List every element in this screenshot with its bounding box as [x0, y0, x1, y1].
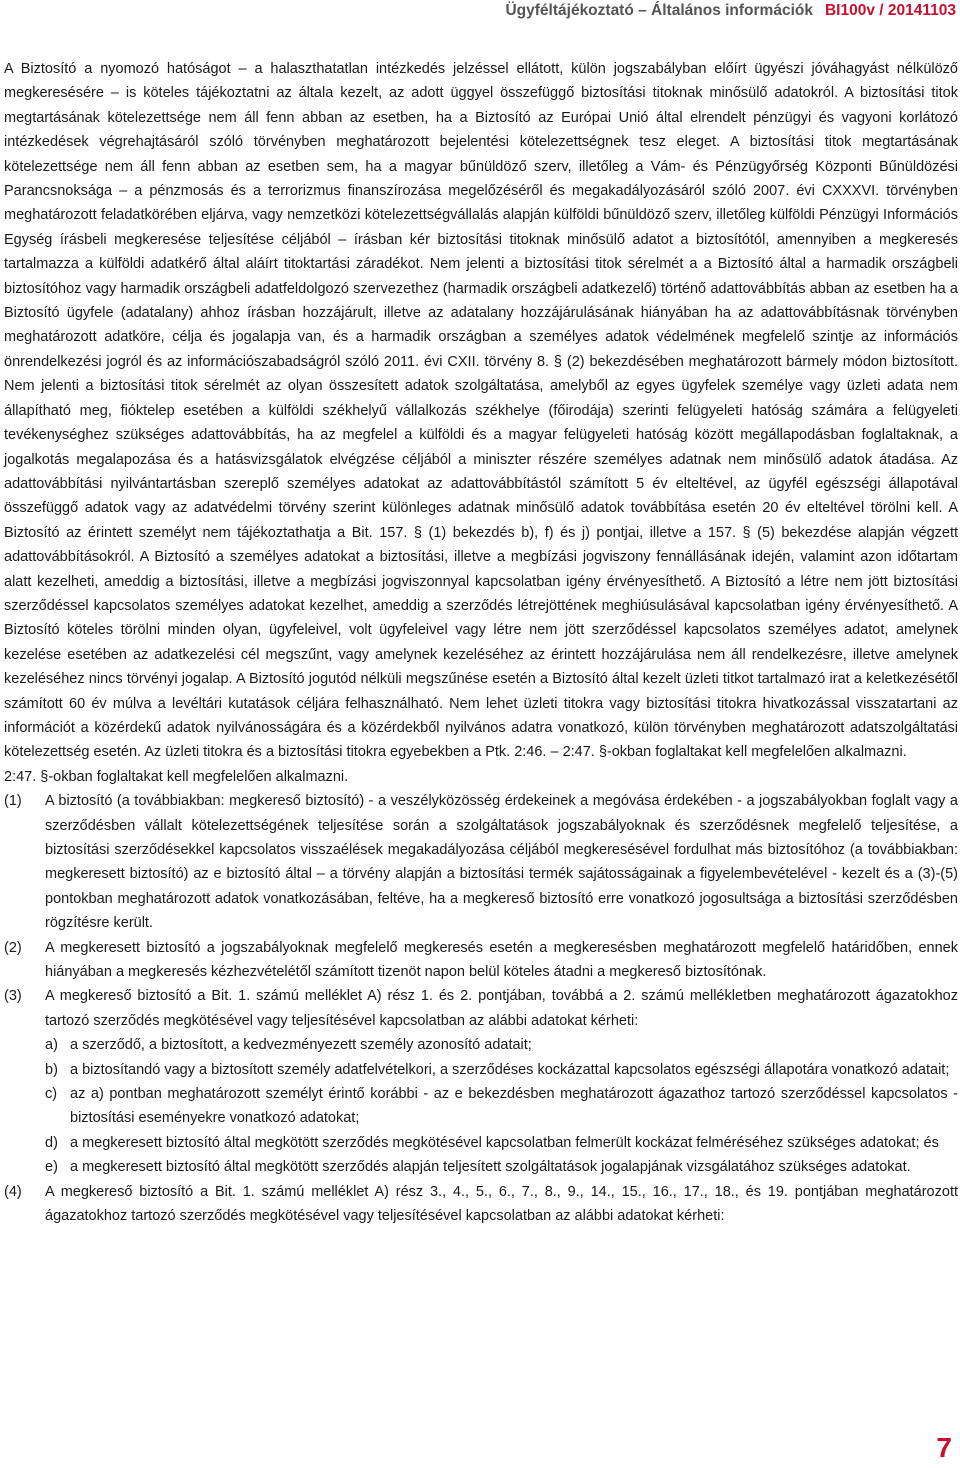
- sub-item: [45, 1155, 958, 1179]
- item-number: (2): [4, 939, 22, 956]
- sub-item-letter: b): [45, 1061, 58, 1078]
- main-paragraph: A Biztosító a nyomozó hatóságot – a halaszthatatlan intézkedés jelzéssel ellátott, külön jogszabályban előírt ügyészi jóváhagyást nélkülöző megkeresésére – is köteles tájékoztatni az általa kezelt, az adott üggyel összefüggő biztosítási titoknak minősülő adatokról. A biztosítási titok megtartásának kötelezettsége nem áll fenn abban az esetben, ha a Biztosító az Európai Unió által elrendelt pénzügyi és vagyoni korlátozó intézkedések végrehajtásáról szóló törvényben meghatározott bejelentési kötelezettségnek tesz eleget. A biztosítási titok megtartásának kötelezettsége nem áll fenn abban az esetben sem, ha a magyar bűnüldöző szerv, illetőleg a Vám- és Pénzügyőrség Központi Bűnüldözési Parancsnoksága – a pénzmosás és a terrorizmus finanszírozása megelőzéséről és megakadályozásáról szóló 2007. évi CXXXVI. törvényben meghatározott feladatkörében eljárva, vagy nemzetközi kötelezettségvállalás alapján külföldi bűnüldöző szerv, illetőleg külföldi Pénzügyi Információs Egység írásbeli megkeresése teljesítése céljából – írásban kér biztosítási titoknak minősülő adatot a biztosítótól, amennyiben a megkeresés tartalmazza a külföldi adatkérő által aláírt titoktartási záradékot. Nem jelenti a biztosítási titok sérelmét a a Biztosító által a harmadik országbeli biztosítóhoz vagy harmadik országbeli adatfeldolgozó szervezethez (harmadik országbeli adatkezelő) történő adattovábbítás abban az esetben ha a Biztosító ügyfele (adatalany) ahhoz írásban hozzájárult, illetve az adatalany hozzájárulásának hiányában ha az adattovábbításnak törvényben meghatározott adatköre, célja és jogalapja van, és a harmadik országban a személyes adatok védelmének megfelelő szintje az információs önrendelkezési jogról és az információszabadságról szóló 2011. évi CXII. törvény 8. § (2) bekezdésében meghatározott bármely módon biztosított. Nem jelenti a biztosítási titok sérelmét az olyan összesített adatok szolgáltatása, amelyből az egyes ügyfelek személye vagy üzleti adata nem állapítható meg, fióktelep esetében a külföldi székhelyű vállalkozás székhelye (főirodája) szerinti felügyeleti hatóság számára a felügyeleti tevékenységhez szükséges adattovábbítás, ha az megfelel a külföldi és a magyar felügyeleti hatóság között megállapodásban foglaltaknak, a jogalkotás megalapozása és a hatásvizsgálatok elvégzése céljából a miniszter részére személyes adatnak nem minősülő adatok átadása. Az adattovábbítási nyilvántartásban szereplő személyes adatokat az adattovábbítástól számított 5 év elteltével, az ügyfél egészségi állapotával összefüggő adatok vagy az adatvédelmi törvény szerint különleges adatnak minősülő adatok továbbítása esetén 20 év elteltével törölni kell. A Biztosító az érintett személyt nem tájékoztathatja a Bit. 157. § (1) bekezdés b), f) és j) pontjai, illetve a 157. § (5) bekezdése alapján végzett adattovábbításokról. A Biztosító a személyes adatokat a biztosítási, illetve a megbízási jogviszony fennállásának idején, valamint azon időtartam alatt kezelheti, ameddig a biztosítási, illetve a megbízási jogviszonnyal kapcsolatban igény érvényesíthető. A Biztosító a létre nem jött biztosítási szerződéssel kapcsolatos személyes adatokat kezelhet, ameddig a szerződés létrejöttének meghiúsulásával kapcsolatban igény érvényesíthető. A Biztosító köteles törölni minden olyan, ügyfeleivel, volt ügyfeleivel vagy létre nem jött szerződéssel kapcsolatos személyes adatot, amelynek kezelése esetében az adatkezelési cél megszűnt, vagy amelynek kezeléséhez az érintett hozzájárulása nem áll rendelkezésre, illetve amelynek kezeléséhez nincs törvényi jogalap. A Biztosító jogutód nélküli megszűnése esetén a Biztosító által kezelt üzleti titkot tartalmazó irat a keletkezésétől számított 60 év múlva a levéltári kutatások céljára felhasználható. Nem lehet üzleti titokra vagy biztosítási titokra hivatkozással visszatartani az információt a közérdekű adatok nyilvánosságára és a közérdekből nyilvános adatra vonatkozó, külön törvényben meghatározott adatszolgáltatási kötelezettség esetén. Az üzleti titokra és a biztosítási titokra egyebekben a Ptk. 2:46. – 2:47. §-okban foglaltakat kell megfelelően alkalmazni.: [4, 61, 958, 761]
- sub-item: [45, 1058, 958, 1082]
- item-text: A megkeresett biztosító a jogszabályoknak megfelelő megkeresés esetén a megkeresésben meghatározott megfelelő határidőben, ennek hiányában a megkeresés kézhezvételétől számított tizenöt napon belül köteles átadni a megkereső biztosítónak.: [45, 939, 958, 981]
- sub-item-text: a biztosítandó vagy a biztosított személy adatfelvételkori, a szerződéses kockázattal kapcsolatos egészségi állapotára vonatkozó adatait;: [70, 1061, 950, 1078]
- page-header: [505, 2, 956, 20]
- item-text: A megkereső biztosító a Bit. 1. számú melléklet A) rész 1. és 2. pontjában, továbbá a 2. számú mellékletben meghatározott ágazatokhoz tartozó szerződés megkötésével vagy teljesítésével kapcsolatban az alábbi adatokat kérheti:: [45, 988, 958, 1029]
- item-text: A megkereső biztosító a Bit. 1. számú melléklet A) rész 3., 4., 5., 6., 7., 8., 9., 14., 15., 16., 17., 18., és 19. pontjában meghatározott ágazatokhoz tartozó szerződés megkötésével vagy teljesítésével kapcsolatban az alábbi adatokat kérheti:: [45, 1183, 958, 1225]
- sub-item: [45, 1082, 958, 1131]
- document-body: [4, 57, 958, 1229]
- item-text: A biztosító (a továbbiakban: megkereső biztosító) - a veszélyközösség érdekeinek a megóvása érdekében - a jogszabályokban foglalt vagy a szerződésben vállalt kötelezettségének teljesítése során a szolgáltatások jogszabályoknak és szerződésnek megfelelő teljesítése, a biztosítási szerződésekkel kapcsolatos visszaélések megakadályozása céljából megkeresésével fordulhat más biztosítóhoz (a továbbiakban: megkeresett biztosító) az e biztosító által – a törvény alapján a biztosítási termék sajátosságainak a figyelembevételével - kezelt és a (3)-(5) pontokban meghatározott adatok vonatkozásában, feltéve, ha a megkereső biztosító erre vonatkozó jogosultsága a biztosítási szerződésben rögzítésre került.: [45, 793, 958, 932]
- item-number: (4): [4, 1183, 22, 1200]
- item-number: (1): [4, 793, 22, 810]
- sub-item-text: a megkeresett biztosító által megkötött szerződés alapján teljesített szolgáltatások jogalapjának vizsgálatához szükséges adatokat.: [70, 1159, 911, 1176]
- document-code: BI100v / 20141103: [824, 2, 956, 19]
- sub-item: [45, 1131, 958, 1155]
- sub-item-letter: a): [45, 1037, 58, 1054]
- sub-item: [45, 1033, 958, 1057]
- sub-item-letter: d): [45, 1134, 58, 1151]
- document-title: Ügyféltájékoztató – Általános információk: [505, 2, 813, 19]
- sub-item-letter: c): [45, 1086, 58, 1103]
- sub-item-text: a megkeresett biztosító által megkötött szerződés megkötésével kapcsolatban felmerült kockázat felméréséhez szükséges adatokat; és: [70, 1134, 939, 1151]
- page-number: 7: [936, 1432, 952, 1463]
- numbered-item: [4, 984, 958, 1033]
- numbered-item: [4, 1180, 958, 1229]
- sub-item-text: a szerződő, a biztosított, a kedvezményezett személy azonosító adatait;: [70, 1037, 532, 1054]
- numbered-item: [4, 936, 958, 985]
- repeat-line: 2:47. §-okban foglaltakat kell megfelelően alkalmazni.: [4, 768, 349, 785]
- item-number: (3): [4, 988, 22, 1005]
- numbered-item: [4, 789, 958, 935]
- sub-item-text: az a) pontban meghatározott személyt érintő korábbi - az e bekezdésben meghatározott ágazathoz tartozó szerződéssel kapcsolatos - biztosítási eseményekre vonatkozó adatokat;: [70, 1086, 958, 1127]
- sub-item-letter: e): [45, 1159, 58, 1176]
